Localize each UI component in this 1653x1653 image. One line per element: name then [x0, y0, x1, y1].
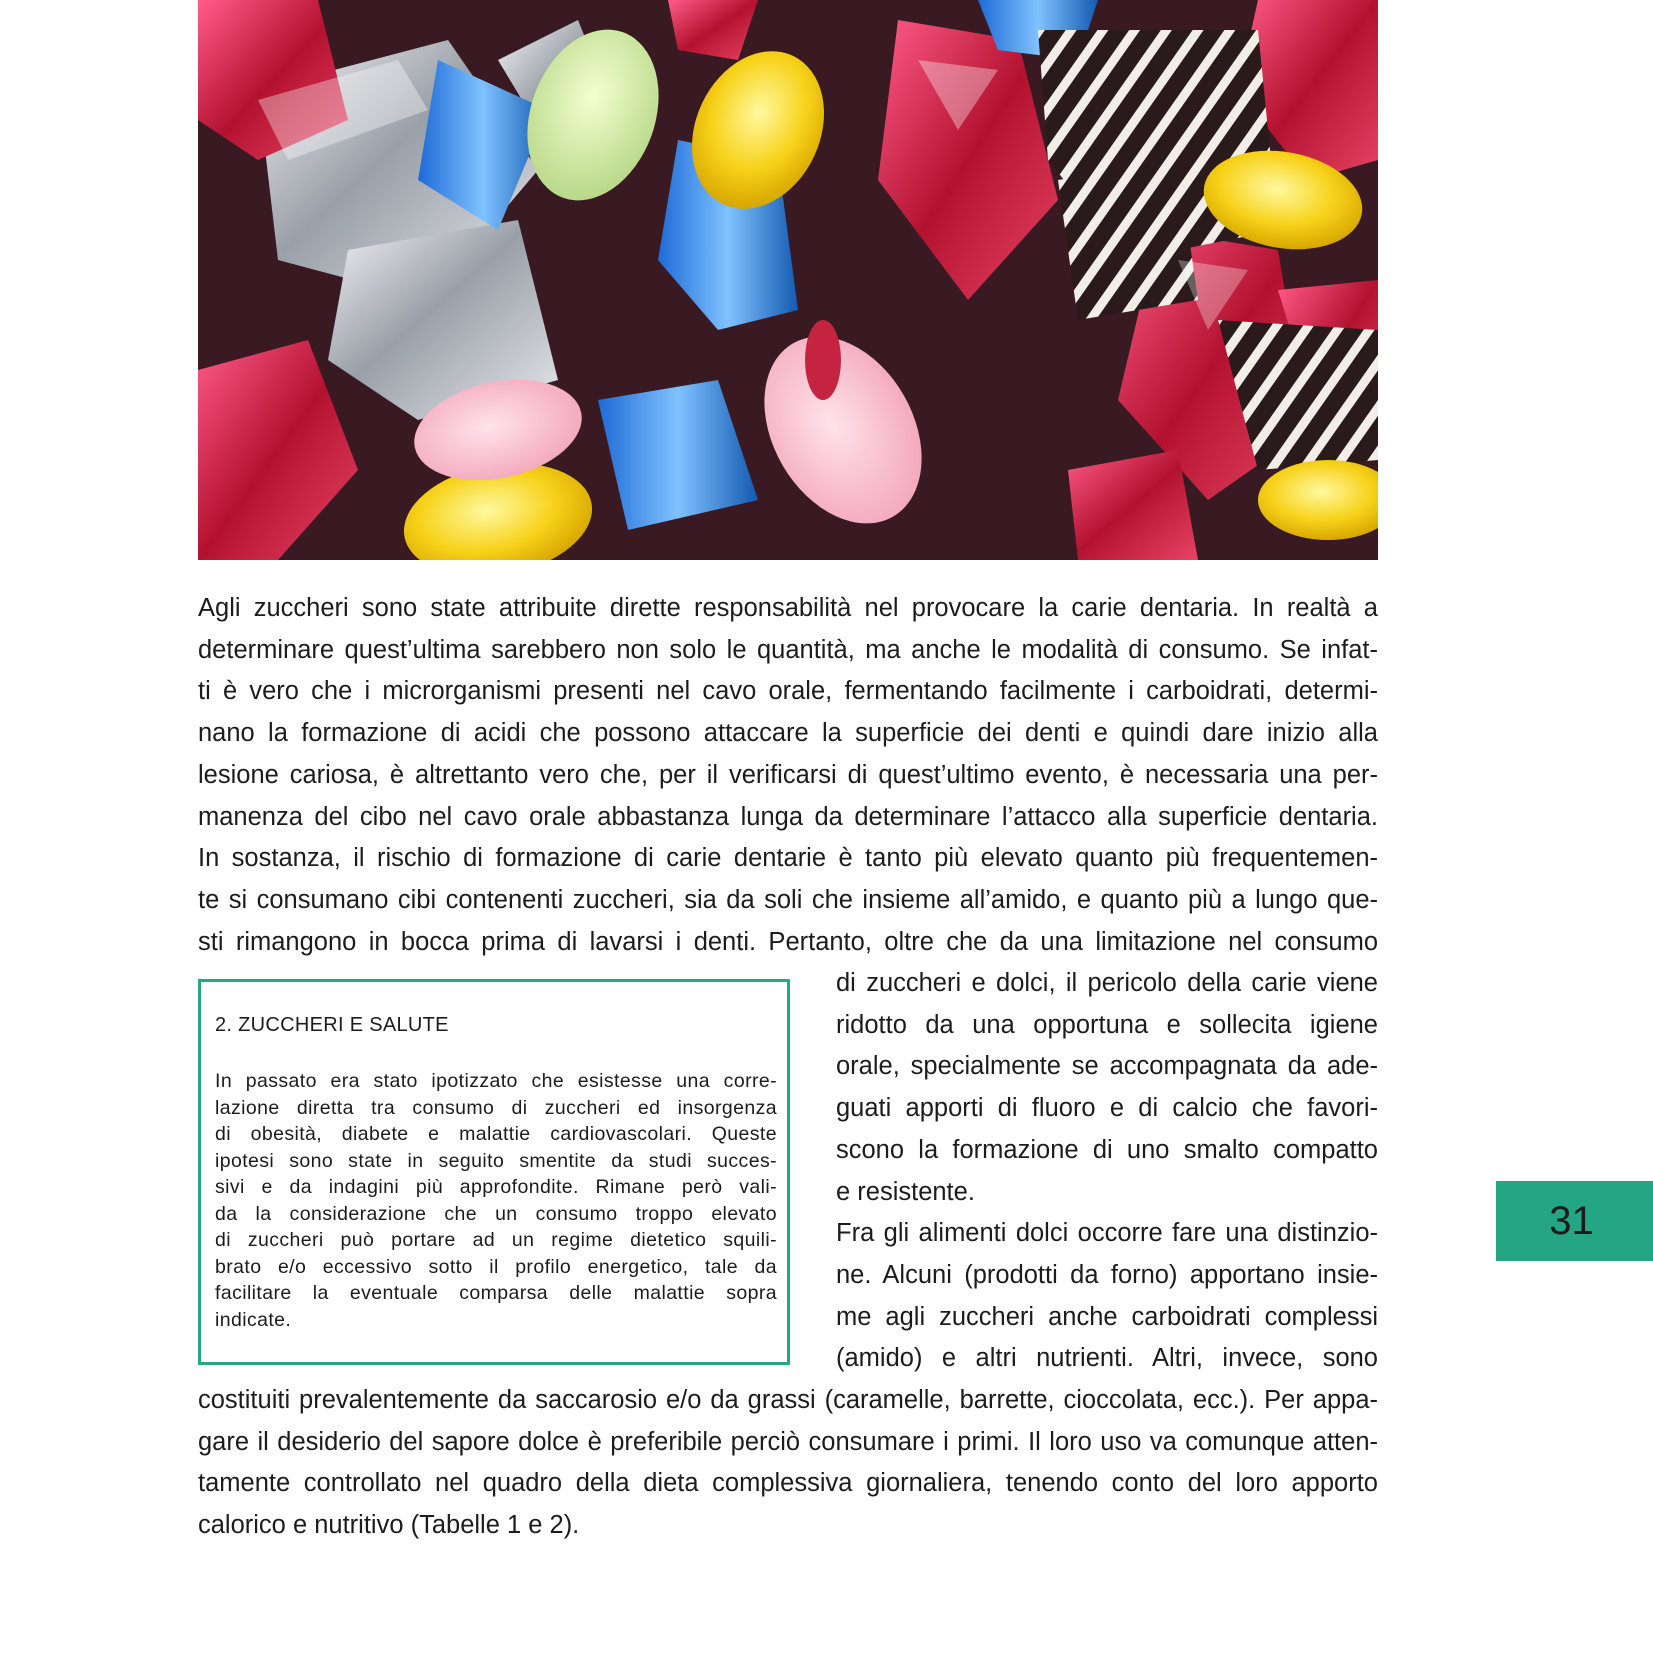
text-line: lesione cariosa, è altrettanto vero che, per il verificarsi di quest’ultimo evento, è necessaria una per- — [198, 760, 1378, 789]
text-line: scono la formazione di uno smalto compatto — [836, 1135, 1378, 1164]
text-line: e resistente. — [836, 1177, 975, 1206]
box-line: ipotesi sono state in seguito smentite da studi succes- — [215, 1149, 777, 1172]
text-line: nano la formazione di acidi che possono attaccare la superficie dei denti e quindi dare inizio alla — [198, 719, 1378, 748]
box-line: sivi e da indagini più approfondite. Rimane però vali- — [215, 1176, 777, 1198]
article-paragraph-right-column — [836, 963, 1378, 1380]
text-line: calorico e nutritivo (Tabelle 1 e 2). — [198, 1511, 580, 1540]
text-line: Fra gli alimenti dolci occorre fare una distinzio- — [836, 1219, 1378, 1248]
text-line: tamente controllato nel quadro della dieta complessiva giornaliera, tenendo conto del loro apporto — [198, 1469, 1378, 1498]
text-line: guati apporti di fluoro e di calcio che favori- — [836, 1094, 1378, 1123]
box-line: di zuccheri può portare ad un regime dietetico squili- — [215, 1229, 777, 1251]
text-line: costituiti prevalentemente da saccarosio e/o da grassi (caramelle, barrette, cioccolata, ecc.). Per appa- — [198, 1386, 1378, 1414]
text-line: te si consumano cibi contenenti zuccheri, sia da soli che insieme all’amido, e quanto più a lungo que- — [198, 885, 1378, 914]
text-line: sti rimangono in bocca prima di lavarsi i denti. Pertanto, oltre che da una limitazione nel consumo — [198, 927, 1378, 956]
page-number: 31 — [1549, 1199, 1594, 1243]
page-number-tab — [1496, 1181, 1653, 1261]
text-line: orale, specialmente se accompagnata da ade- — [836, 1052, 1378, 1081]
text-line: manenza del cibo nel cavo orale abbastanza lunga da determinare l’attacco alla superficie dentaria. — [198, 802, 1378, 831]
text-line: In sostanza, il rischio di formazione di carie dentarie è tanto più elevato quanto più frequentemen- — [198, 844, 1378, 873]
box-line: brato e/o eccessivo sotto il profilo energetico, tale da — [215, 1255, 777, 1278]
text-line: ti è vero che i microrganismi presenti nel cavo orale, fermentando facilmente i carboidrati, determi- — [198, 677, 1378, 706]
candies-illustration — [198, 0, 1378, 560]
box-line: di obesità, diabete e malattie cardiovascolari. Queste — [215, 1123, 777, 1145]
box-line: facilitare la eventuale comparsa delle malattie sopra — [215, 1282, 777, 1304]
sidebar-box-zuccheri-e-salute — [198, 979, 790, 1365]
text-line: determinare quest’ultima sarebbero non solo le quantità, ma anche le modalità di consumo. Se infat- — [198, 635, 1378, 664]
text-line: di zuccheri e dolci, il pericolo della carie viene — [836, 969, 1378, 997]
sidebar-box-title: 2. ZUCCHERI E SALUTE — [215, 1014, 449, 1036]
text-line: gare il desiderio del sapore dolce è preferibile perciò consumare i primi. Il loro uso va comunque atten- — [198, 1427, 1378, 1456]
article-paragraph-top — [198, 588, 1378, 963]
text-line: Agli zuccheri sono state attribuite dirette responsabilità nel provocare la carie dentaria. In realtà a — [198, 594, 1378, 622]
text-line: me agli zuccheri anche carboidrati complessi — [836, 1302, 1378, 1331]
candies-photo — [198, 0, 1378, 560]
sidebar-box-body — [215, 1068, 777, 1333]
box-line: lazione diretta tra consumo di zuccheri ed insorgenza — [215, 1096, 777, 1119]
text-line: (amido) e altri nutrienti. Altri, invece, sono — [836, 1344, 1378, 1373]
text-line: ridotto da una opportuna e sollecita igiene — [836, 1010, 1378, 1039]
box-line: In passato era stato ipotizzato che esistesse una corre- — [215, 1070, 777, 1092]
text-line: ne. Alcuni (prodotti da forno) apportano insie- — [836, 1260, 1378, 1289]
box-line: da la considerazione che un consumo troppo elevato — [215, 1202, 777, 1225]
article-paragraph-bottom — [198, 1380, 1378, 1547]
box-line: indicate. — [215, 1308, 292, 1331]
